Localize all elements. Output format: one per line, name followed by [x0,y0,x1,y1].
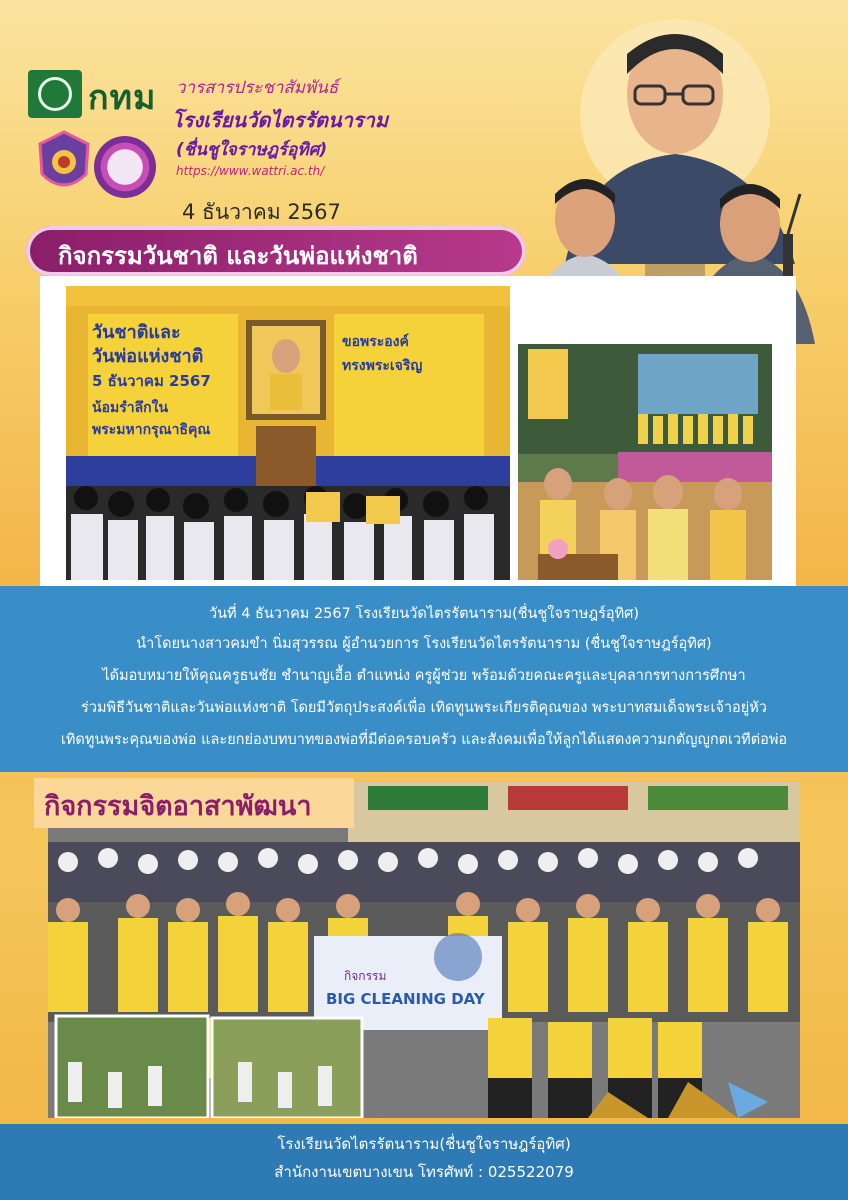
description-line-3: ได้มอบหมายให้คุณครูธนชัย ชำนาญเอื้อ ตำแหน่ง ครูผู้ช่วย พร้อมด้วยคณะครูและบุคลากรทางการศึกษา [102,668,746,684]
section-1-title: กิจกรรมวันชาติ และวันพ่อแห่งชาติ [58,242,418,270]
ceremony-photo-main [66,286,510,580]
school-crest-logo [94,136,156,198]
description-line-1: วันที่ 4 ธันวาคม 2567 โรงเรียนวัดไตรรัตนาราม(ชื่นชูใจราษฎร์อุทิศ) [208,606,640,622]
footer [0,1124,848,1200]
description-line-5: เทิดทูนพระคุณของพ่อ และยกย่องบทบาทของพ่อที่มีต่อครอบครัว และสังคมเพื่อให้ลูกได้แสดงความกตัญญูกตเวทีต่อพ่อ [60,732,788,748]
banner-left-line-5: พระมหากรุณาธิคุณ [92,422,211,438]
magazine-title: วารสารประชาสัมพันธ์ [176,78,339,98]
description-panel [0,586,848,772]
website-link[interactable]: https://www.wattri.ac.th/ [176,164,325,178]
issue-date: 4 ธันวาคม 2567 [182,200,341,224]
banner-left-line-2: วันพ่อแห่งชาติ [92,346,204,367]
footer-contact: สำนักงานเขตบางเขน โทรศัพท์ : 025522079 [274,1163,574,1181]
school-emblem-logo [36,130,92,198]
bma-logo [28,70,82,118]
banner-left-line-1: วันชาติและ [92,322,181,343]
banner-left-line-3: 5 ธันวาคม 2567 [92,372,211,390]
section-1-banner [26,226,526,276]
sign-small-text: กิจกรรม [344,969,387,983]
section-2-title: กิจกรรมจิตอาสาพัฒนา [44,791,312,822]
sign-big-text: BIG CLEANING DAY [326,990,485,1008]
school-name: โรงเรียนวัดไตรรัตนาราม [172,108,389,132]
description-line-2: นำโดยนางสาวคมขำ นิ่มสุวรรณ ผู้อำนวยการ โรงเรียนวัดไตรรัตนาราม (ชื่นชูใจราษฎร์อุทิศ) [136,636,712,652]
ceremony-photo-side [518,344,772,580]
banner-right-line-2: ทรงพระเจริญ [342,358,423,374]
volunteer-group-photo [48,782,800,1118]
description-line-4: ร่วมพิธีวันชาติและวันพ่อแห่งชาติ โดยมีวัตถุประสงค์เพื่อ เทิดทูนพระเกียรติคุณของ พระบาทสมเด็จพระเจ้าอยู่หัว [81,700,767,716]
footer-school-name: โรงเรียนวัดไตรรัตนาราม(ชื่นชูใจราษฎร์อุทิศ) [277,1135,571,1153]
banner-right-line-1: ขอพระองค์ [342,334,409,350]
bma-text: กทม [88,78,157,118]
section-2-banner [34,778,354,828]
school-subtitle: (ชื่นชูใจราษฎร์อุทิศ) [176,140,328,160]
banner-left-line-4: น้อมรำลึกใน [92,400,169,416]
